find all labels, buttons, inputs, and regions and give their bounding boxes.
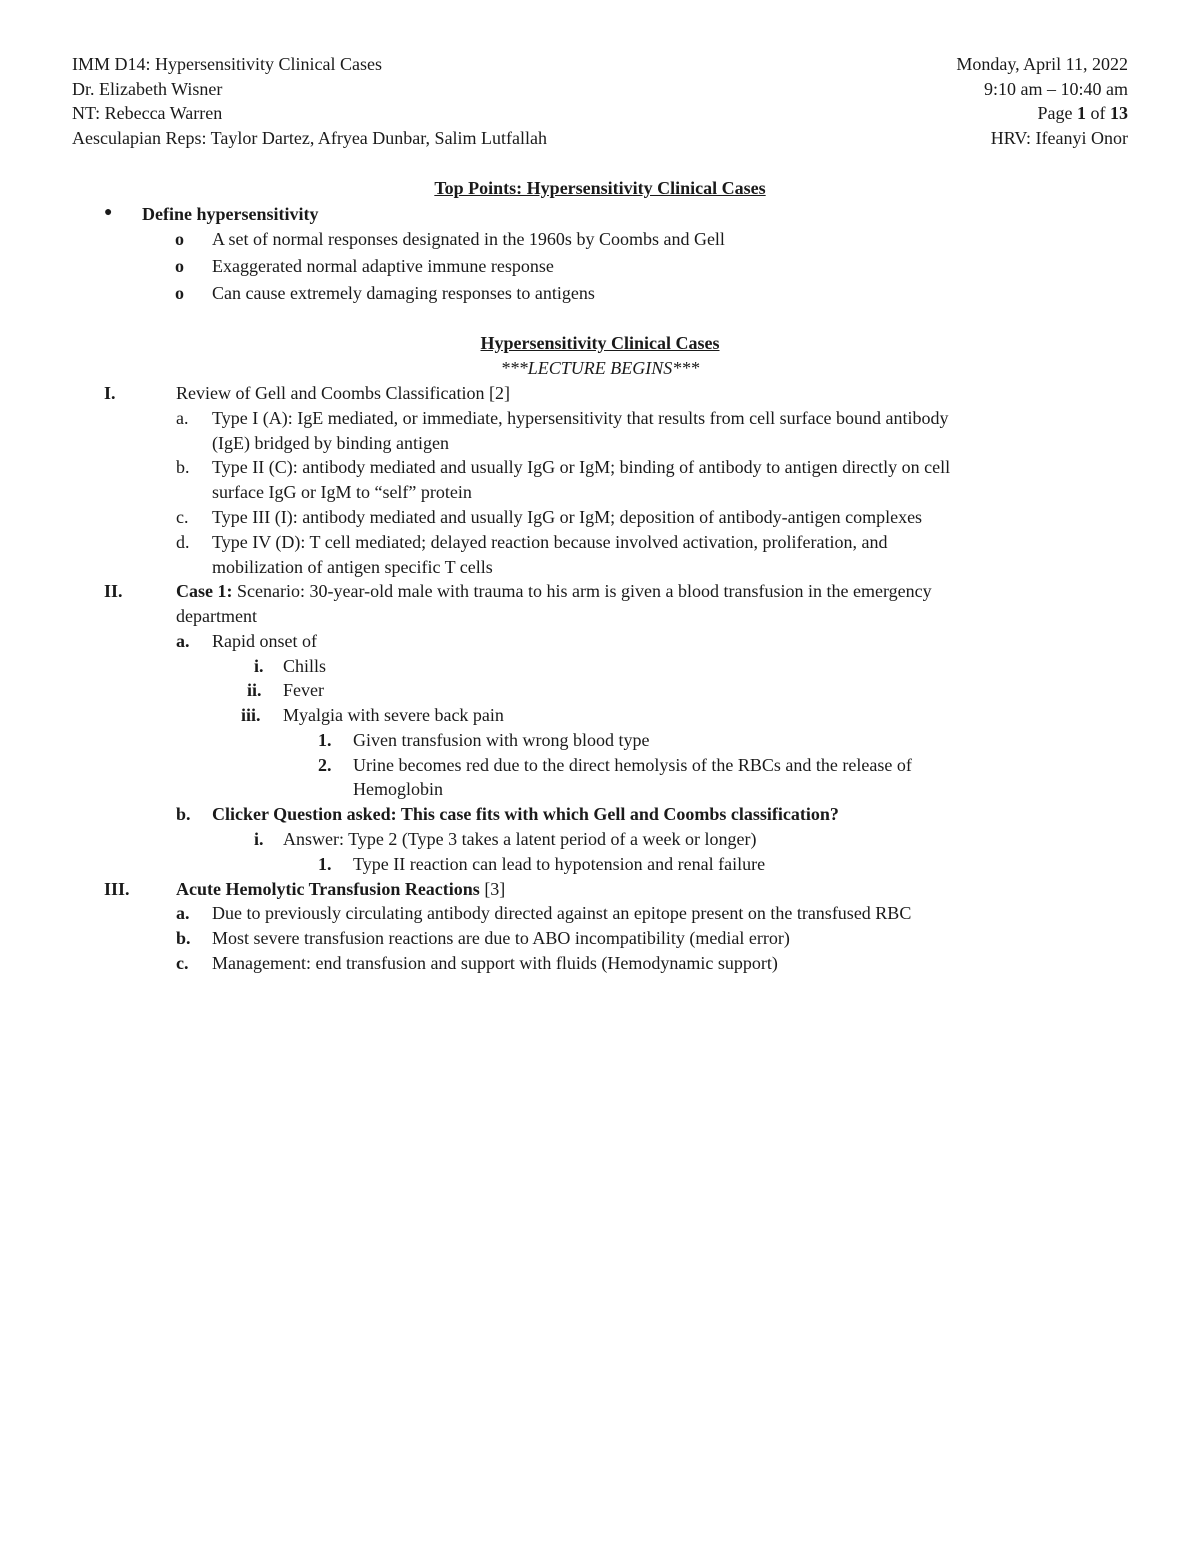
circle-bullet-icon: o <box>175 229 184 249</box>
s2-a-i-text: Chills <box>283 656 327 676</box>
circle-bullet-icon: o <box>175 256 184 276</box>
s1-item-b-line1: Type II (C): antibody mediated and usually IgG or IgM; binding of antibody to antigen directly on cell <box>212 457 951 477</box>
reps: Aesculapian Reps: Taylor Dartez, Afryea Dunbar, Salim Lutfallah <box>72 128 548 148</box>
page-number: 1 <box>1077 103 1086 123</box>
bullet-icon: ● <box>104 205 113 220</box>
s3-a-text: Due to previously circulating antibody directed against an epitope present on the transfused RBC <box>212 903 912 923</box>
s2-a-ii-text: Fever <box>283 680 324 700</box>
top-point-sub-1: A set of normal responses designated in the 1960s by Coombs and Gell <box>212 229 725 249</box>
page-of: of <box>1086 103 1110 123</box>
section-3-title: Acute Hemolytic Transfusion Reactions <box>176 879 480 899</box>
s2-b-marker: b. <box>176 804 191 824</box>
course-title: IMM D14: Hypersensitivity Clinical Cases <box>72 54 382 74</box>
s2-n2-line1: Urine becomes red due to the direct hemolysis of the RBCs and the release of <box>353 755 912 775</box>
s2-a-iii-text: Myalgia with severe back pain <box>283 705 504 725</box>
s1-item-c-line1: Type III (I): antibody mediated and usually IgG or IgM; deposition of antibody-antigen complexes <box>212 507 923 527</box>
s2-a-marker: a. <box>176 631 190 651</box>
s2-b-i-marker: i. <box>254 829 264 849</box>
top-point-sub-3: Can cause extremely damaging responses to antigens <box>212 283 595 303</box>
case-1-scenario: Scenario: 30-year-old male with trauma to his arm is given a blood transfusion in the emergency <box>232 581 932 601</box>
header-row-4 <box>72 126 1128 151</box>
clicker-question: Clicker Question asked: This case fits with which Gell and Coombs classification? <box>212 804 839 824</box>
section-3-ref: [3] <box>479 879 506 899</box>
lecture-begins: ***LECTURE BEGINS*** <box>500 358 700 378</box>
notetaker: NT: Rebecca Warren <box>72 103 223 123</box>
s3-b-marker: b. <box>176 928 191 948</box>
s3-a-marker: a. <box>176 903 190 923</box>
s1-item-b-marker: b. <box>176 457 190 477</box>
lecture-time: 9:10 am – 10:40 am <box>984 79 1128 99</box>
s2-n1-marker: 1. <box>318 730 332 750</box>
page-indicator <box>1038 101 1129 126</box>
s2-a-text: Rapid onset of <box>212 631 317 651</box>
s2-n2-line2: Hemoglobin <box>353 779 443 799</box>
lecture-title: Hypersensitivity Clinical Cases <box>480 333 720 353</box>
s2-a-i-marker: i. <box>254 656 264 676</box>
lecture-date: Monday, April 11, 2022 <box>956 54 1128 74</box>
s3-c-marker: c. <box>176 953 189 973</box>
header-row-1 <box>72 52 1128 77</box>
clicker-answer: Answer: Type 2 (Type 3 takes a latent period of a week or longer) <box>283 829 757 849</box>
s1-item-a-line2: (IgE) bridged by binding antigen <box>212 433 449 453</box>
s2-b-n1-text: Type II reaction can lead to hypotension and renal failure <box>353 854 766 874</box>
s1-item-d-marker: d. <box>176 532 190 552</box>
s2-n2-marker: 2. <box>318 755 332 775</box>
s1-item-a-line1: Type I (A): IgE mediated, or immediate, hypersensitivity that results from cell surface bound antibody <box>212 408 949 428</box>
case-1-lead: Case 1: <box>176 581 233 601</box>
s2-a-ii-marker: ii. <box>247 680 262 700</box>
top-point-sub-2: Exaggerated normal adaptive immune response <box>212 256 554 276</box>
section-1-number: I. <box>104 383 116 403</box>
section-2-line1 <box>176 579 932 604</box>
s2-a-iii-marker: iii. <box>241 705 261 725</box>
lecturer: Dr. Elizabeth Wisner <box>72 79 223 99</box>
page-total: 13 <box>1110 103 1128 123</box>
s3-b-text: Most severe transfusion reactions are due to ABO incompatibility (medial error) <box>212 928 790 948</box>
hrv: HRV: Ifeanyi Onor <box>990 128 1128 148</box>
s1-item-a-marker: a. <box>176 408 189 428</box>
s1-item-b-line2: surface IgG or IgM to “self” protein <box>212 482 472 502</box>
header-row-2 <box>72 77 1128 102</box>
circle-bullet-icon: o <box>175 283 184 303</box>
section-3-number: III. <box>104 879 130 899</box>
section-2-line2: department <box>176 606 257 626</box>
s2-n1-text: Given transfusion with wrong blood type <box>353 730 650 750</box>
section-1-title: Review of Gell and Coombs Classification [2] <box>176 383 510 403</box>
section-2-number: II. <box>104 581 123 601</box>
page-prefix: Page <box>1037 103 1077 123</box>
s1-item-c-marker: c. <box>176 507 189 527</box>
top-points-title: Top Points: Hypersensitivity Clinical Cases <box>434 178 766 198</box>
s3-c-text: Management: end transfusion and support with fluids (Hemodynamic support) <box>212 953 778 973</box>
top-points-bullet: Define hypersensitivity <box>142 204 319 224</box>
s1-item-d-line1: Type IV (D): T cell mediated; delayed reaction because involved activation, proliferation, and <box>212 532 888 552</box>
s2-b-n1-marker: 1. <box>318 854 332 874</box>
s1-item-d-line2: mobilization of antigen specific T cells <box>212 557 493 577</box>
header-row-3 <box>72 101 1128 126</box>
section-3-heading <box>176 877 505 902</box>
